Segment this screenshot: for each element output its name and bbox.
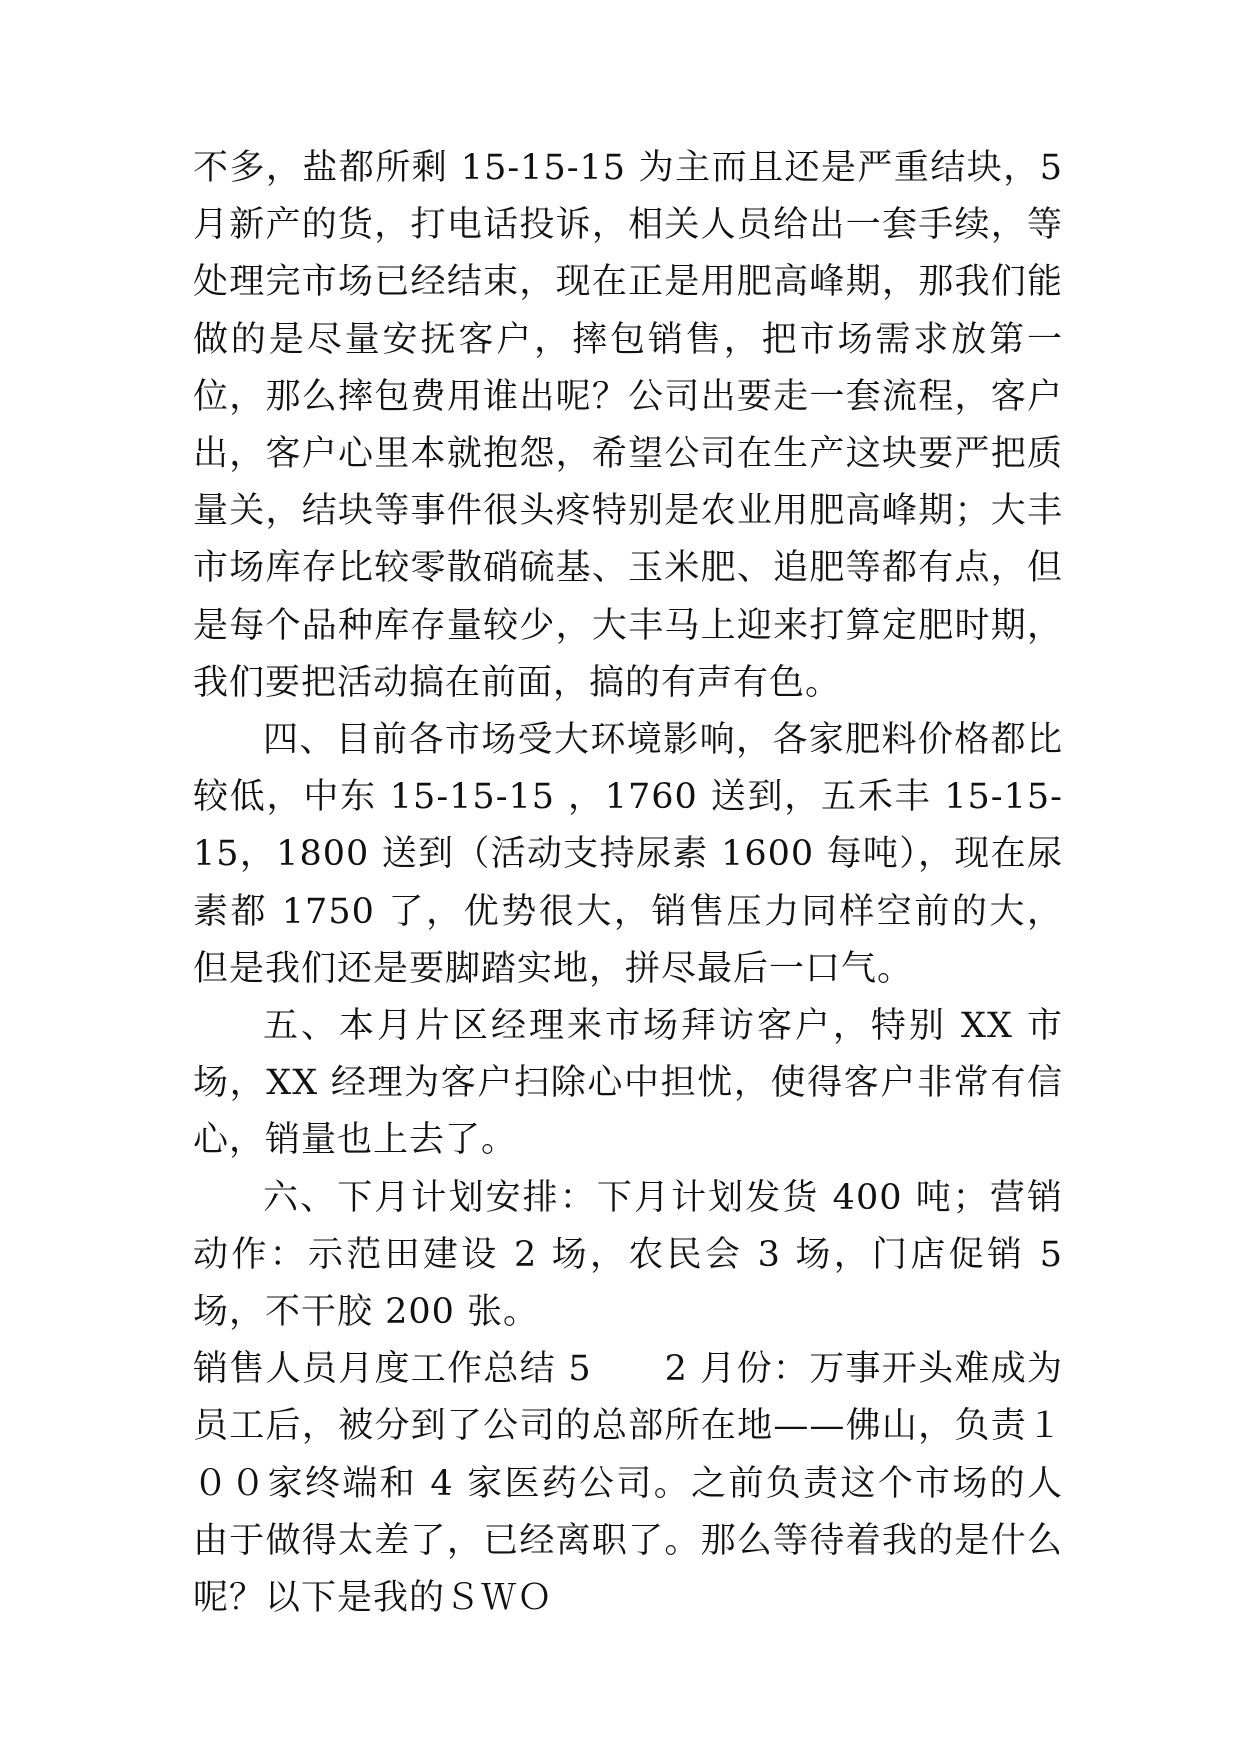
paragraph-continued-intro: 不多，盐都所剩 15-15-15 为主而且还是严重结块，5 月新产的货，打电话投诉，相关人员给出一套手续，等处理完市场已经结束，现在正是用肥高峰期，那我们能做的是尽量安抚客户，摔包销售，把市场需求放第一位，那么摔包费用谁出呢？公司出要走一套流程，客户出，客户心里本就抱怨，希望公司在生产这块要严把质量关，结块等事件很头疼特别是农业用肥高峰期；大丰市场库存比较零散硝硫基、玉米肥、追肥等都有点，但是每个品种库存量较少，大丰马上迎来打算定肥时期，我们要把活动搞在前面，搞的有声有色。 — [193, 148, 1063, 703]
paragraph-section-four: 四、目前各市场受大环境影响，各家肥料价格都比较低，中东 15-15-15 ，1760 送到，五禾丰 15-15-15，1800 送到（活动支持尿素 1600 每吨），现在尿素都 1750 了，优势很大，销售压力同样空前的大，但是我们还是要脚踏实地，拼尽最后一口气。 — [193, 720, 1063, 989]
paragraph-summary-five: 销售人员月度工作总结 5 2 月份：万事开头难成为员工后，被分到了公司的总部所在地——佛山，负责１００家终端和 4 家医药公司。之前负责这个市场的人由于做得太差了，已经离职了。那么等待着我的是什么呢？以下是我的ＳＷＯ — [193, 1349, 1063, 1619]
paragraph-section-six: 六、下月计划安排：下月计划发货 400 吨；营销动作：示范田建设 2 场，农民会 3 场，门店促销 5 场，不干胶 200 张。 — [193, 1177, 1063, 1333]
paragraph-section-five: 五、本月片区经理来市场拜访客户，特别 XX 市场，XX 经理为客户扫除心中担忧，使得客户非常有信心，销量也上去了。 — [193, 1006, 1063, 1161]
document-body — [193, 140, 1063, 1627]
